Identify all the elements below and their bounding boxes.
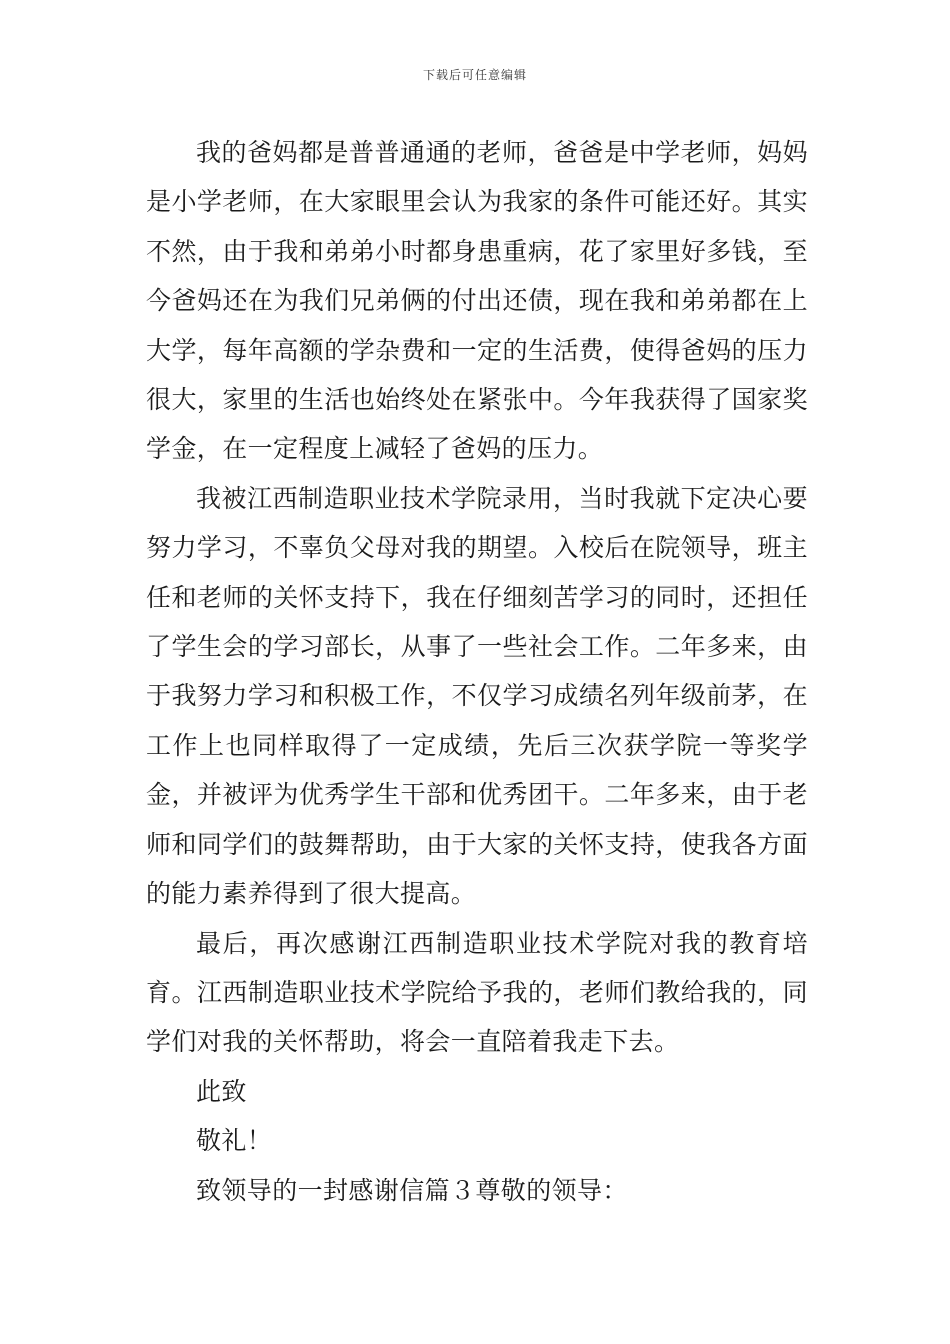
header-note: 下载后可任意编辑 [422,68,527,82]
closing-salutation: 此致 [196,1076,247,1106]
next-letter-heading: 致领导的一封感谢信篇３尊敬的领导： [196,1175,628,1205]
paragraph-thanks: 最后，再次感谢江西制造职业技术学院对我的教育培育。江西制造职业技术学院给予我的，老师们教给我的，同学们对我的关怀帮助，将会一直陪着我走下去。 [146,928,808,1057]
paragraph-college: 我被江西制造职业技术学院录用，当时我就下定决心要努力学习，不辜负父母对我的期望。入校后在院领导，班主任和老师的关怀支持下，我在仔细刻苦学习的同时，还担任了学生会的学习部长，从事了一些社会工作。二年多来，由于我努力学习和积极工作，不仅学习成绩名列年级前茅，在工作上也同样取得了一定成绩，先后三次获学院一等奖学金，并被评为优秀学生干部和优秀团干。二年多来，由于老师和同学们的鼓舞帮助，由于大家的关怀支持，使我各方面的能力素养得到了很大提高。 [146,483,808,909]
closing-regards: 敬礼！ [196,1126,273,1156]
letter-body [146,128,808,1215]
paragraph-family: 我的爸妈都是普普通通的老师，爸爸是中学老师，妈妈是小学老师，在大家眼里会认为我家的条件可能还好。其实不然，由于我和弟弟小时都身患重病，花了家里好多钱，至今爸妈还在为我们兄弟俩的付出还债，现在我和弟弟都在上大学，每年高额的学杂费和一定的生活费，使得爸妈的压力很大，家里的生活也始终处在紧张中。今年我获得了国家奖学金，在一定程度上减轻了爸妈的压力。 [146,138,808,464]
